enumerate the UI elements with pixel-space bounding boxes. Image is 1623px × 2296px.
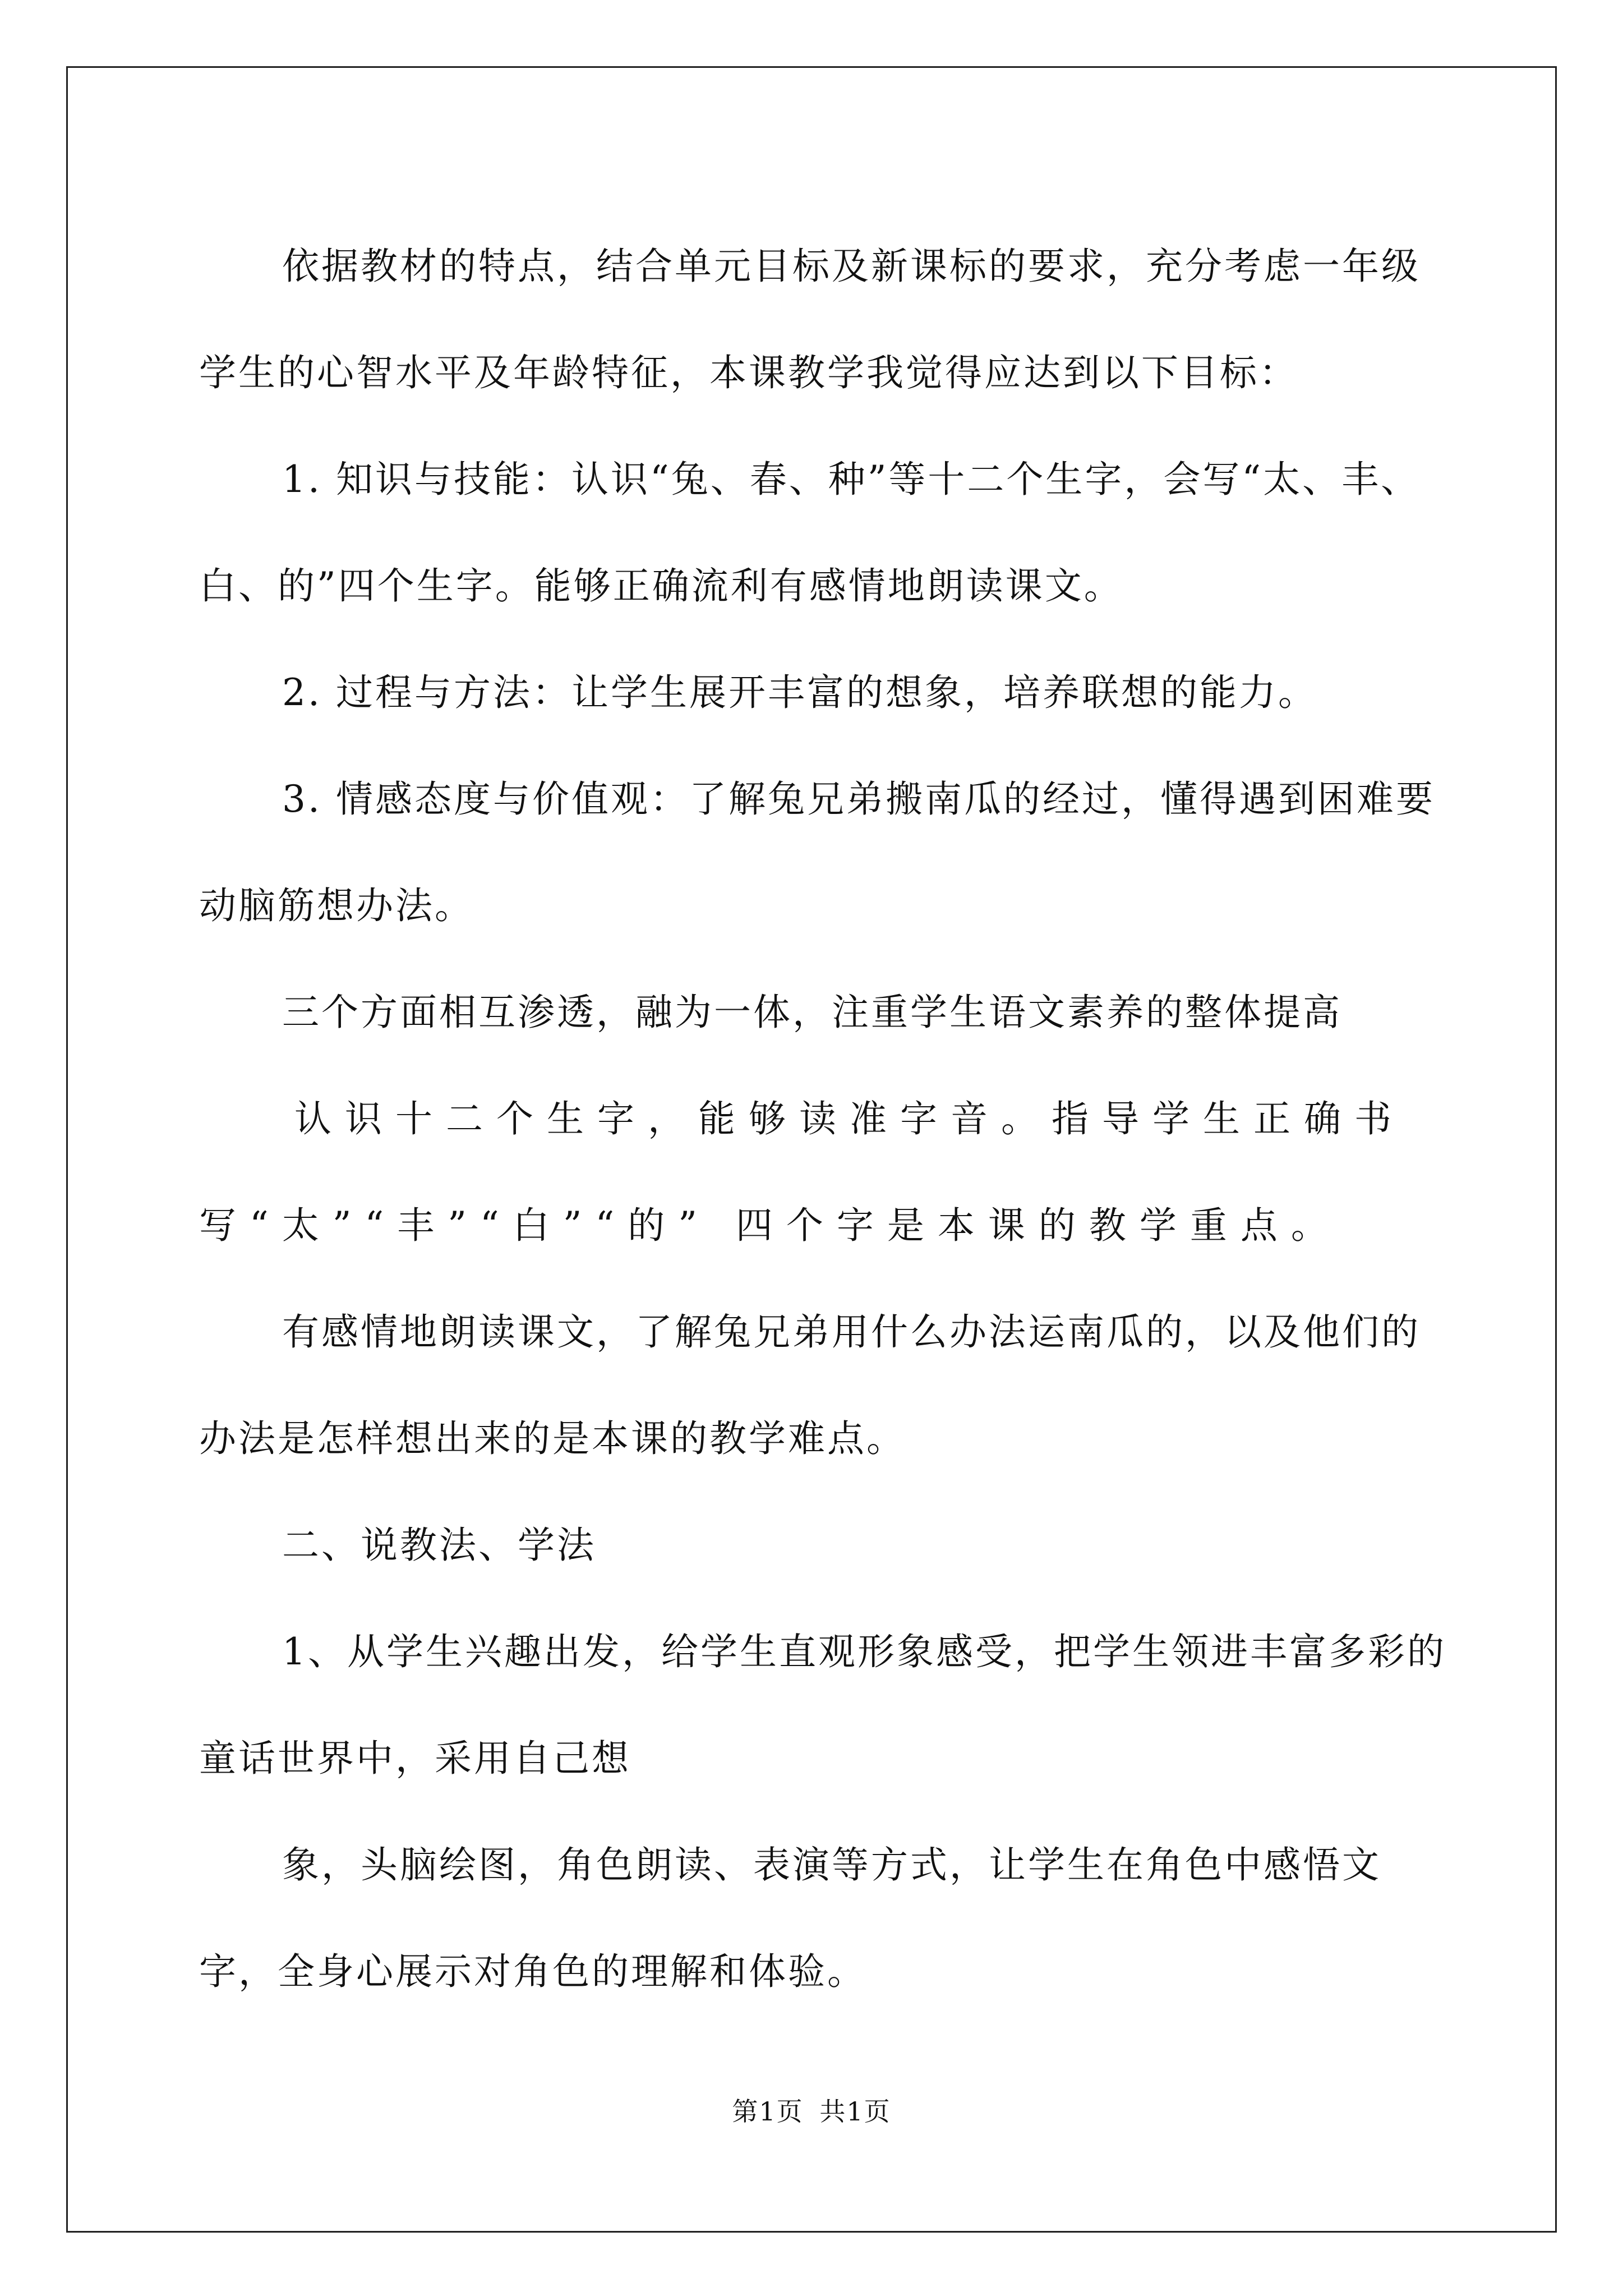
paragraph-8: 1、从学生兴趣出发，给学生直观形象感受，把学生领进丰富多彩的童话世界中，采用自己想 xyxy=(199,1630,1446,1780)
paragraph-9: 象，头脑绘图，角色朗读、表演等方式，让学生在角色中感悟文字，全身心展示对角色的理解和体验。 xyxy=(199,1843,1381,1993)
paragraph-1: 依据教材的特点，结合单元目标及新课标的要求，充分考虑一年级学生的心智水平及年龄特征，本课教学我觉得应达到以下目标： xyxy=(199,245,1421,394)
paragraph-7: 有感情地朗读课文，了解兔兄弟用什么办法运南瓜的，以及他们的办法是怎样想出来的是本课的教学难点。 xyxy=(199,1310,1421,1460)
page-total: 共1页 xyxy=(819,2096,891,2127)
paragraph-2: 1. 知识与技能：认识“兔、春、种”等十二个生字，会写“太、丰、白、的”四个生字。能够正确流利有感情地朗读课文。 xyxy=(199,458,1421,608)
paragraph-3: 2. 过程与方法：让学生展开丰富的想象，培养联想的能力。 xyxy=(282,671,1317,714)
paragraph-4: 3. 情感态度与价值观：了解兔兄弟搬南瓜的经过，懂得遇到困难要动脑筋想办法。 xyxy=(199,777,1435,927)
paragraph-6: 认识十二个生字，能够读准字音。指导学生正确书写“太”“丰”“白”“的” 四个字是本课的教学重点。 xyxy=(199,1097,1405,1247)
paragraph-5: 三个方面相互渗透，融为一体，注重学生语文素养的整体提高 xyxy=(282,991,1342,1034)
section-heading: 二、说教法、学法 xyxy=(282,1524,596,1567)
page-footer xyxy=(0,2091,1623,2128)
document-body xyxy=(199,213,1455,2025)
page-number: 第1页 xyxy=(732,2096,804,2127)
